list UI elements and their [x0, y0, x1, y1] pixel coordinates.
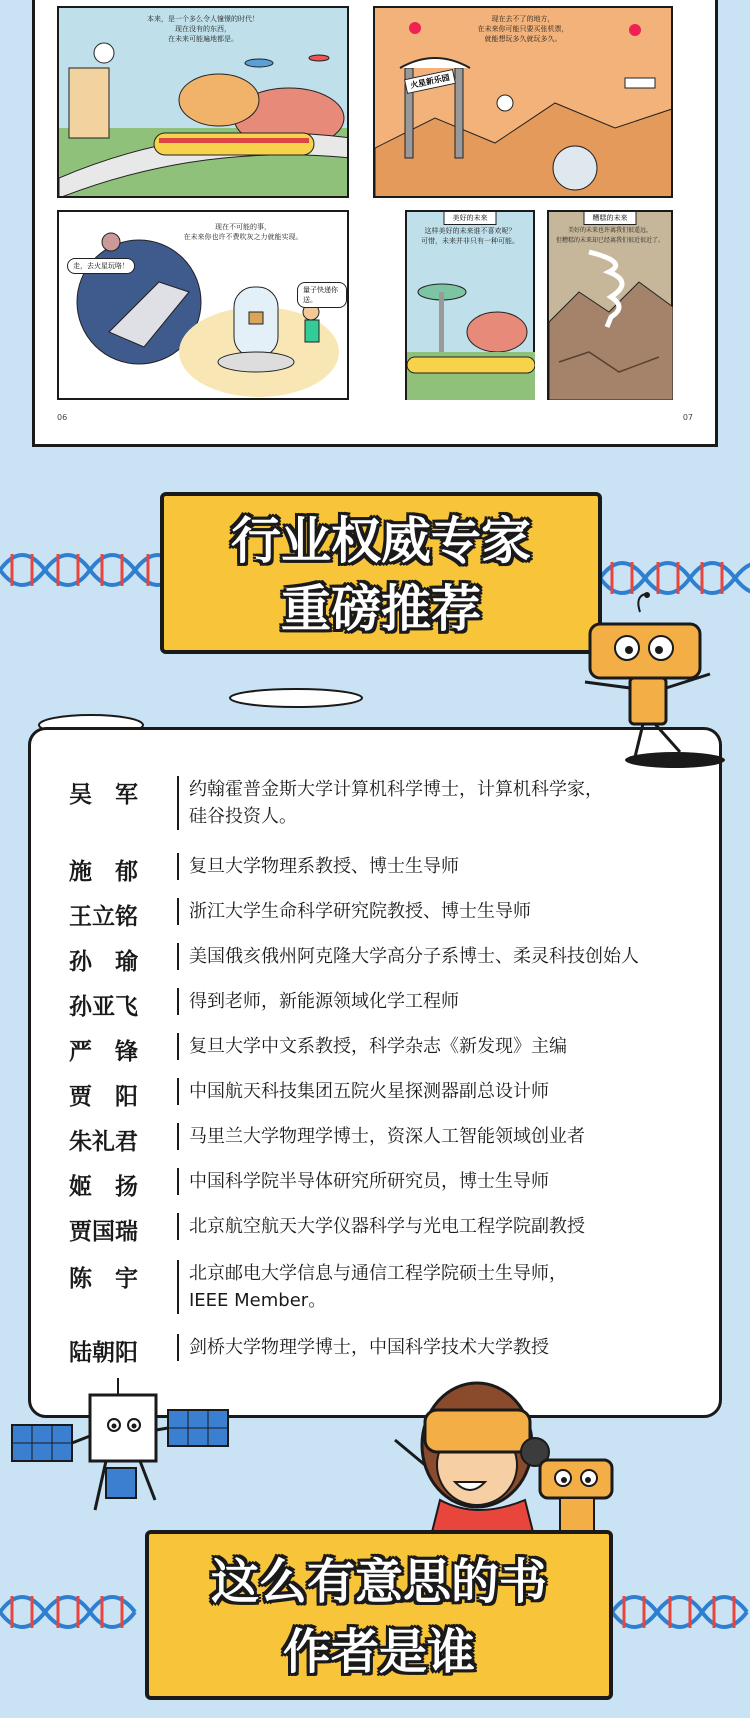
expert-name: 陈 宇 — [69, 1266, 138, 1292]
headline-line-2: 作者是谁 — [282, 1624, 475, 1680]
cloud-decoration — [226, 686, 366, 710]
comic-panel-mars-park — [373, 6, 673, 198]
panel-tag: 美好的未来 — [444, 211, 497, 225]
expert-description: 复旦大学中文系教授，科学杂志《新发现》主编 — [177, 1033, 709, 1060]
expert-description: 中国航天科技集团五院火星探测器副总设计师 — [177, 1078, 709, 1105]
headline-expert-recommendation — [160, 492, 602, 654]
panel-tag: 糟糕的未来 — [584, 211, 637, 225]
expert-description: 得到老师，新能源领域化学工程师 — [177, 988, 709, 1015]
expert-name: 孙亚飞 — [69, 994, 138, 1020]
panel-caption: 本来，是一个多么令人憧憬的时代！ 现在没有的东西， 在未来可能遍地都是。 — [147, 15, 259, 43]
expert-description: 北京邮电大学信息与通信工程学院硕士生导师， IEEE Member。 — [177, 1260, 709, 1314]
expert-name: 贾国瑞 — [69, 1219, 138, 1245]
expert-name: 孙 瑜 — [69, 949, 138, 975]
headline-line-1: 这么有意思的书 — [210, 1554, 547, 1610]
vr-kid-character-icon — [385, 1370, 655, 1540]
comic-panel-bad-future — [547, 210, 673, 400]
comic-panel-good-future — [405, 210, 535, 400]
expert-description: 马里兰大学物理学博士，资深人工智能领域创业者 — [177, 1123, 709, 1150]
comic-spread — [32, 0, 718, 447]
expert-list-card — [28, 727, 722, 1418]
expert-name: 贾 阳 — [69, 1084, 138, 1110]
panel-caption: 美好的未来也许离我们很遥远， 但糟糕的未来却已经离我们很近很近了。 — [555, 227, 664, 244]
expert-name: 施 郁 — [69, 859, 138, 885]
page-number-right: 07 — [682, 413, 693, 422]
headline-who-is-author — [145, 1530, 613, 1700]
speech-bubble: 量子快递你送。 — [297, 282, 347, 308]
expert-row — [69, 776, 709, 836]
expert-description: 中国科学院半导体研究所研究员，博士生导师 — [177, 1168, 709, 1195]
panel-caption: 现在不可能的事， 在未来你也许不费吹灰之力就能实现。 — [183, 223, 303, 241]
expert-name: 吴 军 — [69, 782, 138, 808]
expert-name: 王立铭 — [69, 904, 138, 930]
mars-park-sign: 火星新乐园 — [404, 69, 456, 94]
expert-name: 朱礼君 — [69, 1129, 138, 1155]
dna-helix-bottom-right — [612, 1582, 750, 1642]
expert-description: 浙江大学生命科学研究院教授、博士生导师 — [177, 898, 709, 925]
robot-character-icon — [565, 592, 735, 772]
panel-caption: 这样美好的未来谁不喜欢呢？ 可惜，未来并非只有一种可能。 — [421, 227, 519, 245]
page-number-left: 06 — [57, 413, 68, 422]
future-city-illustration — [59, 8, 349, 198]
mars-illustration — [375, 8, 673, 198]
expert-description: 北京航空航天大学仪器科学与光电工程学院副教授 — [177, 1213, 709, 1240]
expert-name: 姬 扬 — [69, 1174, 138, 1200]
panel-caption: 现在去不了的地方， 在未来你可能只要买张机票， 就能想玩多久就玩多久。 — [477, 15, 569, 43]
expert-description: 美国俄亥俄州阿克隆大学高分子系博士、柔灵科技创始人 — [177, 943, 709, 970]
bad-future-illustration — [549, 212, 673, 400]
expert-description: 剑桥大学物理学博士，中国科学技术大学教授 — [177, 1334, 709, 1361]
headline-line-2: 重磅推荐 — [281, 580, 481, 638]
expert-row — [69, 1260, 709, 1320]
expert-description: 复旦大学物理系教授、博士生导师 — [177, 853, 709, 880]
speech-bubble: 走，去火星玩咯！ — [67, 258, 135, 274]
expert-description: 约翰霍普金斯大学计算机科学博士，计算机科学家， 硅谷投资人。 — [177, 776, 709, 830]
headline-line-1: 行业权威专家 — [231, 512, 531, 570]
expert-name: 陆朝阳 — [69, 1340, 138, 1366]
comic-panel-teleport — [57, 210, 349, 400]
dna-helix-left — [0, 540, 180, 600]
good-future-illustration — [407, 212, 535, 400]
comic-panel-future-city — [57, 6, 349, 198]
expert-name: 严 锋 — [69, 1039, 138, 1065]
satellite-character-icon — [10, 1370, 230, 1520]
dna-helix-bottom-left — [0, 1582, 140, 1642]
